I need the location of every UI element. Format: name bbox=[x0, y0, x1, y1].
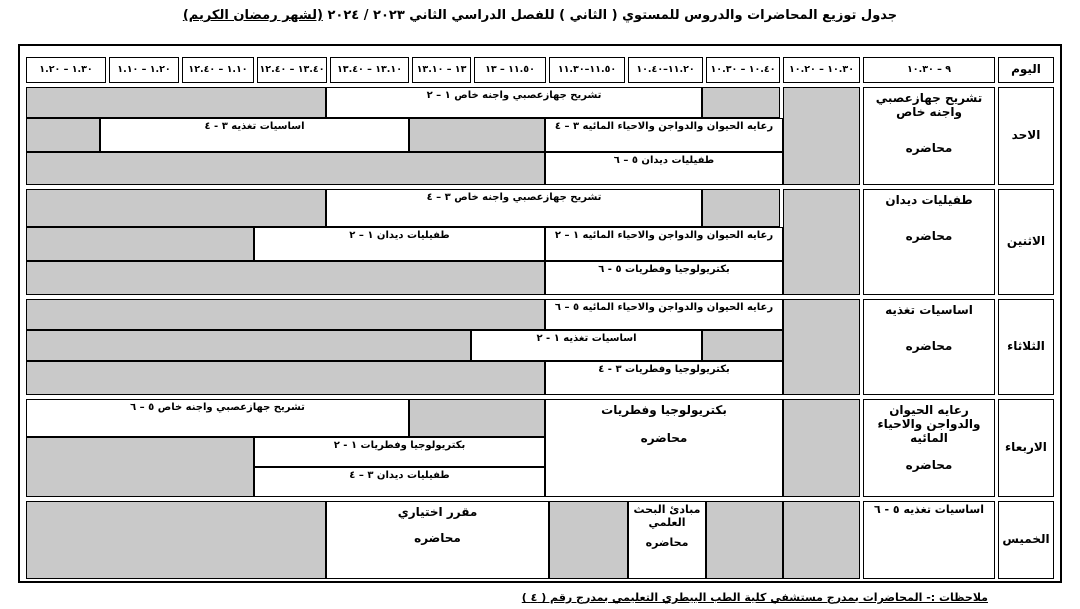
sunday-lecture-label: محاضره bbox=[905, 140, 953, 155]
thursday-research-title: مبادئ البحث العلمي bbox=[633, 503, 701, 529]
sunday-r2-session-b: اساسيات تغذيه ٣ - ٤ bbox=[100, 118, 409, 152]
header-time-9: ١٣.٤٠ – ١٢.٤٠ bbox=[257, 57, 327, 83]
wednesday-r2-session: بكتريولوجيا وفطريات ١ - ٢ bbox=[254, 437, 545, 467]
monday-r1-gap-right bbox=[702, 189, 780, 227]
sunday-lecture-title: تشريح جهازعصبي واجنه خاص bbox=[875, 91, 983, 119]
wednesday-lecture-label: محاضره bbox=[905, 458, 953, 473]
wednesday-r1-gap-right bbox=[409, 399, 545, 437]
wednesday-lecture-2-label: محاضره bbox=[640, 430, 688, 445]
sunday-r1-gap-left bbox=[26, 87, 326, 118]
sunday-r2-session-a: رعايه الحيوان والدواجن والاحياء المائيه ٣ – ٤ bbox=[545, 118, 783, 152]
header-time-11: ١.٢٠ – ١.١٠ bbox=[109, 57, 179, 83]
title-main: جدول توزيع المحاضرات والدروس للمستوي ( الثاني ) للفصل الدراسي الثاني ٢٠٢٣ / ٢٠٢٤ bbox=[327, 8, 898, 23]
monday-lecture bbox=[863, 189, 995, 295]
wednesday-r1-session: تشريح جهازعصبي واجنه خاص ٥ – ٦ bbox=[26, 399, 409, 437]
header-time-3: ١٠.٤٠ – ١٠.٣٠ bbox=[706, 57, 780, 83]
header-time-6: ١١.٥٠ – ١٣ bbox=[474, 57, 546, 83]
day-monday: الاثنين bbox=[998, 189, 1054, 295]
header-time-1: ٩ – ١٠.٣٠ bbox=[863, 57, 995, 83]
monday-lecture-title: طفيليات ديدان bbox=[885, 193, 973, 207]
monday-break bbox=[783, 189, 860, 295]
monday-r3-gap bbox=[26, 261, 545, 295]
tuesday-r3-session: بكتريولوجيا وفطريات ٣ - ٤ bbox=[545, 361, 783, 395]
tuesday-r2-gap-right bbox=[702, 330, 783, 361]
wednesday-r2-gap-left bbox=[26, 437, 254, 497]
wednesday-lecture bbox=[863, 399, 995, 497]
day-thursday: الخميس bbox=[998, 501, 1054, 579]
tuesday-r2-session: اساسيات تغذيه ١ - ٢ bbox=[471, 330, 702, 361]
schedule-table bbox=[18, 44, 1062, 583]
thursday-break bbox=[783, 501, 860, 579]
sunday-r3-session: طفيليات ديدان ٥ – ٦ bbox=[545, 152, 783, 185]
title-ramadan: (لشهر رمضان الكريم) bbox=[182, 8, 323, 23]
wednesday-r3-session: طفيليات ديدان ٣ – ٤ bbox=[254, 467, 545, 497]
day-sunday: الاحد bbox=[998, 87, 1054, 185]
monday-r1-session: تشريح جهازعصبي واجنه خاص ٣ – ٤ bbox=[326, 189, 702, 227]
sunday-r2-gap bbox=[409, 118, 545, 152]
header-time-7: ١٣ – ١٣.١٠ bbox=[412, 57, 471, 83]
sunday-lecture bbox=[863, 87, 995, 185]
wednesday-break bbox=[783, 399, 860, 497]
tuesday-r2-gap-left bbox=[26, 330, 471, 361]
sunday-r2-gap-left bbox=[26, 118, 100, 152]
page-title bbox=[0, 8, 1080, 23]
wednesday-lecture-2 bbox=[545, 399, 783, 497]
thursday-elective bbox=[326, 501, 549, 579]
header-time-2: ١٠.٣٠ – ١٠.٢٠ bbox=[783, 57, 860, 83]
monday-r2-gap-left bbox=[26, 227, 254, 261]
thursday-research-label: محاضره bbox=[645, 536, 689, 550]
monday-lecture-label: محاضره bbox=[905, 228, 953, 243]
monday-r2-session-a: رعايه الحيوان والدواجن والاحياء المائيه ١ – ٢ bbox=[545, 227, 783, 261]
wednesday-lecture-2-title: بكتريولوجيا وفطريات bbox=[601, 403, 727, 417]
thursday-r1-session: اساسيات تغذيه ٥ - ٦ bbox=[863, 501, 995, 579]
tuesday-r1-session: رعايه الحيوان والدواجن والاحياء المائيه ٥ – ٦ bbox=[545, 299, 783, 330]
thursday-gap-1 bbox=[706, 501, 783, 579]
header-time-10: ١.١٠ – ١٢.٤٠ bbox=[182, 57, 254, 83]
sunday-r1-session: تشريح جهازعصبي واجنه خاص ١ – ٢ bbox=[326, 87, 702, 118]
thursday-research bbox=[628, 501, 706, 579]
tuesday-lecture bbox=[863, 299, 995, 395]
day-tuesday: الثلاثاء bbox=[998, 299, 1054, 395]
thursday-gap-2 bbox=[549, 501, 628, 579]
tuesday-lecture-label: محاضره bbox=[905, 338, 953, 353]
tuesday-break bbox=[783, 299, 860, 395]
thursday-gap-left bbox=[26, 501, 326, 579]
tuesday-lecture-title: اساسيات تغذيه bbox=[885, 303, 973, 317]
tuesday-r1-gap bbox=[26, 299, 545, 330]
monday-r3-session: بكتريولوجيا وفطريات ٥ - ٦ bbox=[545, 261, 783, 295]
notes: ملاحظات :- المحاضرات بمدرج مستشفي كلية الطب البيطري التعليمي بمدرج رقم ( ٤ ) bbox=[521, 591, 988, 604]
wednesday-lecture-title: رعايه الحيوان والدواجن والاحياء المائيه bbox=[877, 403, 981, 445]
tuesday-r3-gap bbox=[26, 361, 545, 395]
thursday-elective-title: مقرر اختياري bbox=[397, 505, 478, 519]
header-time-12: ١.٣٠ – ١.٢٠ bbox=[26, 57, 106, 83]
header-time-5: ١١.٥٠–١١.٣٠ bbox=[549, 57, 625, 83]
monday-r2-session-b: طفيليات ديدان ١ – ٢ bbox=[254, 227, 545, 261]
header-time-4: ١١.٢٠–١٠.٤٠ bbox=[628, 57, 703, 83]
sunday-r3-gap bbox=[26, 152, 545, 185]
day-wednesday: الاربعاء bbox=[998, 399, 1054, 497]
header-day: اليوم bbox=[998, 57, 1054, 83]
sunday-break bbox=[783, 87, 860, 185]
header-time-8: ١٣.١٠ – ١٣.٤٠ bbox=[330, 57, 409, 83]
sunday-r1-gap-right bbox=[702, 87, 780, 118]
thursday-elective-label: محاضره bbox=[414, 530, 461, 545]
monday-r1-gap-left bbox=[26, 189, 326, 227]
